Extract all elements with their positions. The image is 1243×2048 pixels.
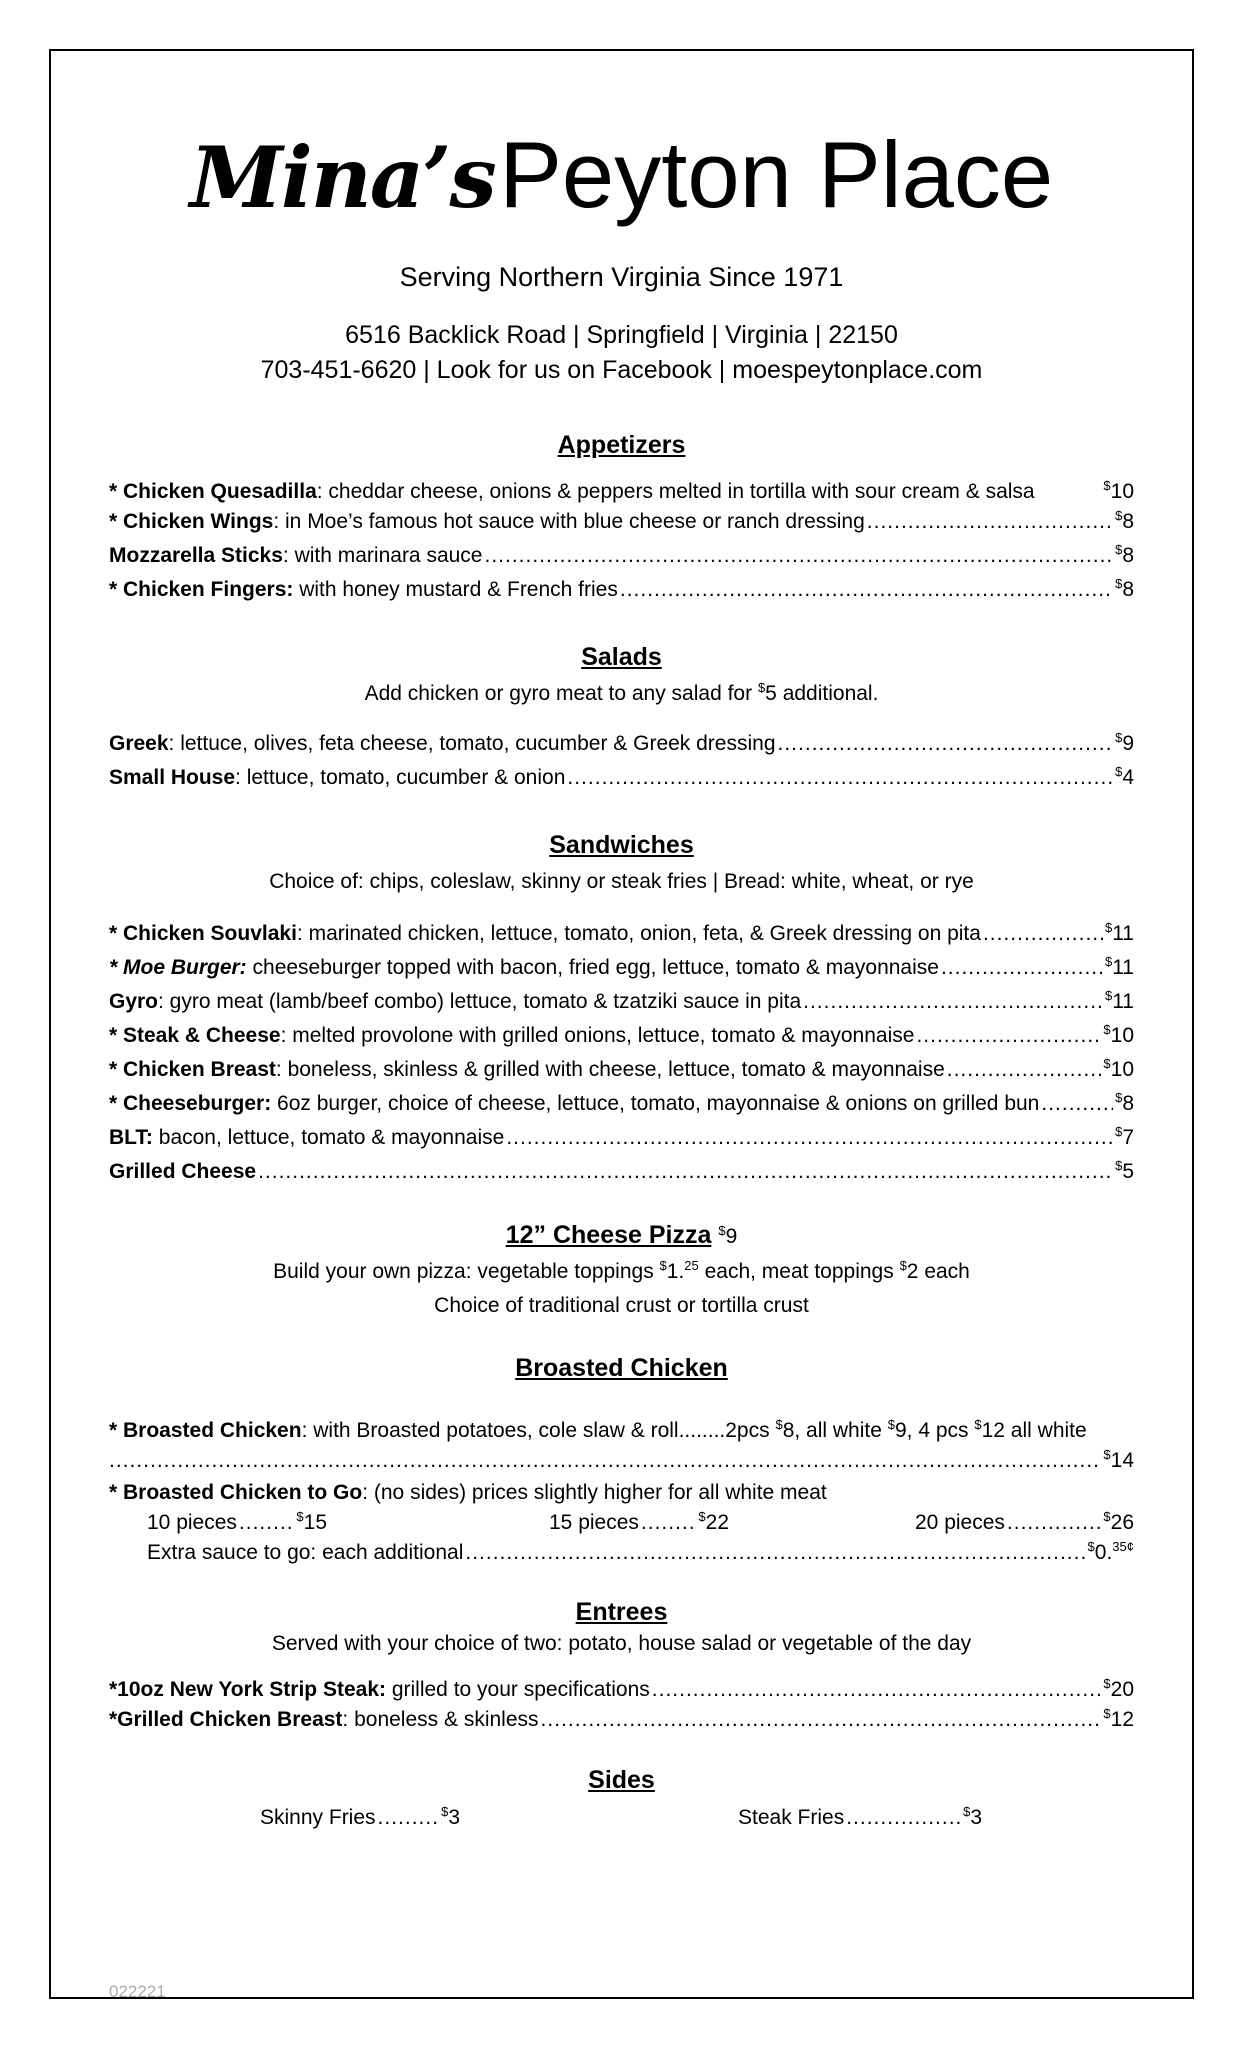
- item-desc: : (no sides) prices slightly higher for all white meat: [362, 1481, 827, 1504]
- menu-item: [109, 1056, 1134, 1084]
- pizza-heading: [0, 1221, 1243, 1250]
- section-title-sandwiches: Sandwiches: [549, 831, 694, 859]
- item-desc: : melted provolone with grilled onions, lettuce, tomato & mayonnaise: [280, 1024, 915, 1047]
- pizza-price: $9: [718, 1223, 738, 1248]
- togo-option: 20 pieces ..... $26: [915, 1509, 1134, 1537]
- item-name: Greek: [109, 732, 169, 755]
- item-price: $9: [1115, 730, 1134, 755]
- restaurant-name-script: Mina’s: [189, 128, 495, 227]
- menu-item: [109, 988, 1134, 1016]
- item-desc: cheeseburger topped with bacon, fried egg, lettuce, tomato & mayonnaise: [246, 956, 939, 979]
- item-name: * Chicken Wings: [109, 510, 274, 533]
- menu-item: * Broasted Chicken: with Broasted potatoes, cole slaw & roll........2pcs $8, all white $9, 4 pcs $12 all white: [109, 1417, 1087, 1442]
- item-name: * Steak & Cheese: [109, 1024, 281, 1047]
- item-name: Gyro: [109, 990, 159, 1013]
- item-name: BLT:: [109, 1126, 153, 1149]
- section-title-salads: Salads: [581, 643, 662, 671]
- item-price: $10: [1103, 478, 1134, 503]
- pizza-crust-note: Choice of traditional crust or tortilla crust: [434, 1294, 809, 1317]
- item-desc: bacon, lettuce, tomato & mayonnaise: [152, 1126, 505, 1149]
- pizza-toppings-note: Build your own pizza: vegetable toppings $1.25 each, meat toppings $2 each: [273, 1258, 970, 1283]
- item-name: * Cheeseburger:: [109, 1092, 272, 1115]
- section-title-appetizers: Appetizers: [557, 431, 686, 459]
- menu-item: [109, 730, 1134, 758]
- item-price: $8: [1115, 508, 1134, 533]
- item-name: * Chicken Quesadilla: [109, 480, 317, 503]
- tagline: Serving Northern Virginia Since 1971: [399, 262, 844, 292]
- item-price: $10: [1103, 1022, 1134, 1047]
- menu-item: [109, 954, 1134, 982]
- menu-item: [109, 1158, 1134, 1186]
- item-price: $12: [1103, 1706, 1134, 1731]
- entrees-note: Served with your choice of two: potato, house salad or vegetable of the day: [271, 1632, 972, 1655]
- item-name: * Broasted Chicken: [109, 1419, 302, 1442]
- menu-item: [109, 508, 1134, 536]
- menu-item: [109, 764, 1134, 792]
- item-desc: : boneless, skinless & grilled with cheese, lettuce, tomato & mayonnaise: [275, 1058, 945, 1081]
- item-name: *Grilled Chicken Breast: [109, 1708, 343, 1731]
- item-price: $5: [1115, 1158, 1134, 1183]
- section-title-broasted: Broasted Chicken: [515, 1354, 728, 1382]
- item-desc: : gyro meat (lamb/beef combo) lettuce, tomato & tzatziki sauce in pita: [158, 990, 802, 1013]
- item-name: Grilled Cheese: [109, 1160, 257, 1183]
- restaurant-name: [0, 122, 1243, 227]
- item-price: $4: [1115, 764, 1134, 789]
- item-desc: : in Moe’s famous hot sauce with blue cheese or ranch dressing: [273, 510, 865, 533]
- contact-line: 703-451-6620 | Look for us on Facebook | moespeytonplace.com: [260, 356, 983, 384]
- salads-note: Add chicken or gyro meat to any salad for $5 additional.: [364, 680, 879, 705]
- item-name: * Chicken Breast: [109, 1058, 276, 1081]
- item-desc: 6oz burger, choice of cheese, lettuce, tomato, mayonnaise & onions on grilled bun: [271, 1092, 1040, 1115]
- item-name: * Moe Burger:: [109, 956, 247, 979]
- menu-item: [109, 1676, 1134, 1704]
- side-item: Steak Fries ..... $3: [738, 1804, 982, 1832]
- item-desc: : marinated chicken, lettuce, tomato, onion, feta, & Greek dressing on pita: [296, 922, 981, 945]
- menu-item: [109, 542, 1134, 570]
- item-desc: : lettuce, olives, feta cheese, tomato, cucumber & Greek dressing: [168, 732, 776, 755]
- item-price: $8: [1115, 1090, 1134, 1115]
- item-name: *10oz New York Strip Steak:: [109, 1678, 386, 1701]
- menu-item: [109, 1124, 1134, 1152]
- menu-item: [109, 920, 1134, 948]
- item-name: Mozzarella Sticks: [109, 544, 283, 567]
- item-name: Small House: [109, 766, 236, 789]
- item-price: $11: [1104, 954, 1134, 979]
- address: 6516 Backlick Road | Springfield | Virginia | 22150: [345, 321, 898, 349]
- menu-item: [109, 576, 1134, 604]
- item-price: $8: [1115, 576, 1134, 601]
- item-price: $11: [1104, 988, 1134, 1013]
- item-name: * Broasted Chicken to Go: [109, 1481, 363, 1504]
- item-name: * Chicken Fingers:: [109, 578, 294, 601]
- extra-sauce-item: Extra sauce to go: each additional ..... $0.$^{35¢}$: [147, 1539, 1134, 1567]
- menu-item: [109, 1090, 1134, 1118]
- item-desc: : cheddar cheese, onions & peppers melted in tortilla with sour cream & salsa: [316, 480, 1035, 503]
- menu-item: [109, 1479, 1134, 1507]
- document-code: 022221: [109, 1982, 166, 2001]
- item-desc: : with Broasted potatoes, cole slaw & roll........2pcs: [301, 1419, 776, 1442]
- menu-item: [109, 1706, 1134, 1734]
- item-price: $7: [1115, 1124, 1134, 1149]
- item-desc: grilled to your specifications: [386, 1678, 650, 1701]
- item-desc: : boneless & skinless: [342, 1708, 539, 1731]
- item-price: $20: [1103, 1676, 1134, 1701]
- menu-item-continued: [109, 1447, 1134, 1475]
- side-item: Skinny Fries ..... $3: [260, 1804, 460, 1832]
- menu-item: [109, 1022, 1134, 1050]
- sandwiches-note: Choice of: chips, coleslaw, skinny or steak fries | Bread: white, wheat, or rye: [269, 870, 974, 893]
- section-title-entrees: Entrees: [575, 1598, 668, 1626]
- item-desc: : with marinara sauce: [282, 544, 483, 567]
- item-desc: : lettuce, tomato, cucumber & onion: [235, 766, 566, 789]
- item-desc: with honey mustard & French fries: [293, 578, 618, 601]
- togo-option: 15 pieces ..... $22: [549, 1509, 729, 1537]
- item-name: * Chicken Souvlaki: [109, 922, 297, 945]
- togo-option: 10 pieces ..... $15: [147, 1509, 327, 1537]
- item-price: $8: [1115, 542, 1134, 567]
- menu-item: [109, 478, 1134, 506]
- item-price: $11: [1104, 920, 1134, 945]
- section-title-sides: Sides: [588, 1766, 655, 1794]
- section-title-pizza: 12” Cheese Pizza: [505, 1221, 712, 1249]
- item-price: $14: [1103, 1447, 1134, 1472]
- item-price: $10: [1103, 1056, 1134, 1081]
- restaurant-name-main: Peyton Place: [499, 122, 1054, 227]
